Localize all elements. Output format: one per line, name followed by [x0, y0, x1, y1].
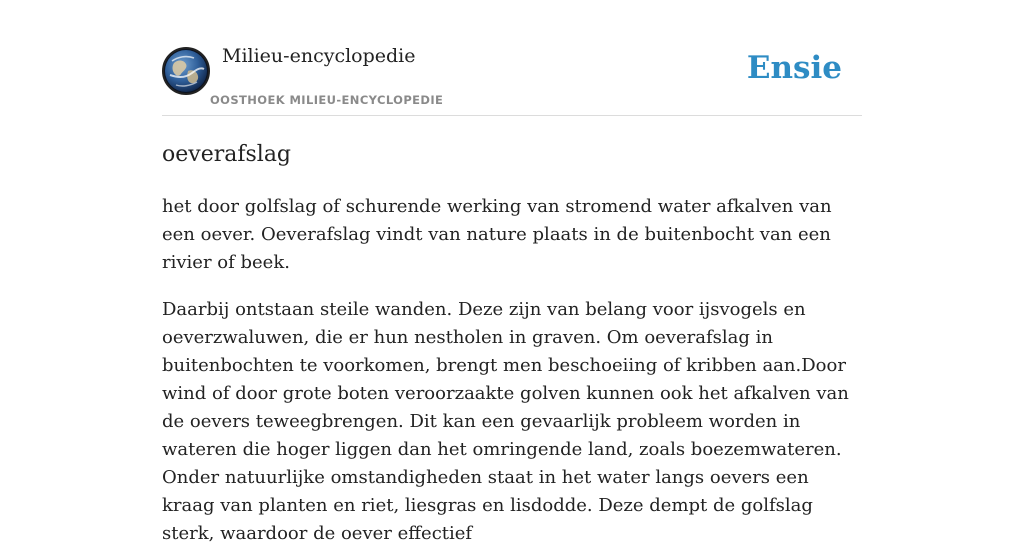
- earth-globe-icon[interactable]: [162, 47, 210, 95]
- site-header: [162, 0, 862, 116]
- site-subtitle: OOSTHOEK MILIEU-ENCYCLOPEDIE: [210, 93, 444, 107]
- ensie-brand-logo[interactable]: Ensie: [746, 50, 842, 86]
- definition-paragraph: Daarbij ontstaan steile wanden. Deze zijn van belang voor ijsvogels en oeverzwaluwen, die er hun nestholen in graven. Om oeverafslag in buitenbochten te voorkomen, brengt men beschoeiing of kribben aan.Door wind of door grote boten veroorzaakte golven kunnen ook het afkalven van de oevers teweegbrengen. Dit kan een gevaarlijk probleem worden in wateren die hoger liggen dan het omringende land, zoals boezemwateren. Onder natuurlijke omstandigheden staat in het water langs oevers een kraag van planten en riet, liesgras en lisdodde. Deze dempt de golfslag sterk, waardoor de oever effectief: [162, 299, 849, 544]
- content-container: [162, 0, 862, 548]
- article: [162, 141, 862, 548]
- definition-paragraph: het door golfslag of schurende werking van stromend water afkalven van een oever. Oeverafslag vindt van nature plaats in de buitenbocht van een rivier of beek.: [162, 196, 832, 273]
- site-title-link[interactable]: Milieu-encyclopedie: [222, 45, 416, 67]
- term-title: oeverafslag: [162, 142, 292, 167]
